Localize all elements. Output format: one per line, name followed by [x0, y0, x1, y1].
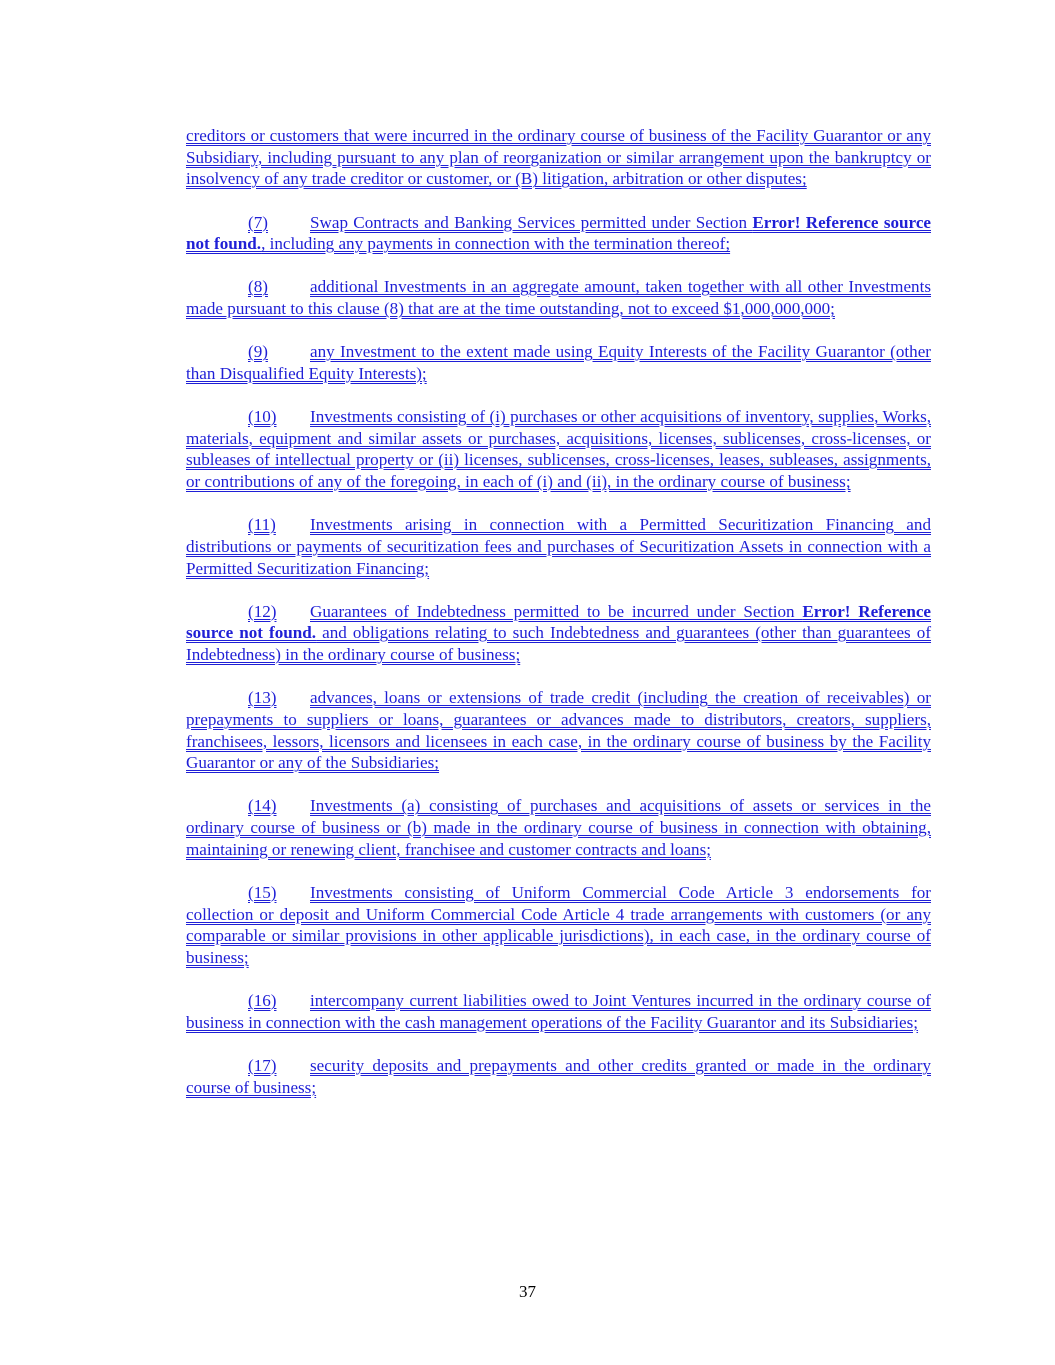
clause-text: Investments arising in connection with a Permitted Securitization Financing and distributions or payments of securitization fees and purchases of Securitization Assets in connection with a Permitted Securitization Financing; — [186, 515, 931, 578]
clause-number: (12) — [248, 601, 277, 621]
clause-16 — [186, 990, 931, 1033]
clause-text: Investments consisting of (i) purchases or other acquisitions of inventory, supplies, Works, materials, equipment and similar assets or purchases, acquisitions, licenses, sublicenses, cross-licenses, or subleases of intellectual property or (ii) licenses, sublicenses, cross-licenses, leases, subleases, assignments, or contributions of any of the foregoing, in each of (i) and (ii), in the ordinary course of business; — [186, 406, 931, 491]
clause-11 — [186, 514, 931, 579]
continuation-text: creditors or customers that were incurred in the ordinary course of business of the Facility Guarantor or any Subsidiary, including pursuant to any plan of reorganization or similar arrangement upon the bankruptcy or insolvency of any trade creditor or customer, or (B) litigation, arbitration or other disputes; — [186, 126, 931, 189]
clause-number: (14) — [248, 796, 277, 816]
clause-text: security deposits and prepayments and other credits granted or made in the ordinary course of business; — [186, 1055, 931, 1097]
clause-number: (7) — [248, 212, 268, 232]
clause-17 — [186, 1055, 931, 1098]
clause-number: (9) — [248, 342, 268, 362]
clause-text: Guarantees of Indebtedness permitted to be incurred under Section — [310, 601, 803, 621]
clause-number: (16) — [248, 991, 277, 1010]
clause-number: (15) — [248, 882, 277, 902]
clause-13 — [186, 687, 931, 774]
continuation-paragraph — [186, 125, 931, 190]
clause-number: (10) — [248, 406, 277, 426]
error-reference: Error! Reference source not found. — [186, 601, 931, 643]
clause-12 — [186, 601, 931, 666]
clause-text: intercompany current liabilities owed to Joint Ventures incurred in the ordinary course of business in connection with the cash management operations of the Facility Guarantor and its Subsidiaries; — [186, 991, 931, 1032]
clause-number: (8) — [248, 277, 268, 297]
clause-9 — [186, 341, 931, 384]
clause-text: additional Investments in an aggregate amount, taken together with all other Investments made pursuant to this clause (8) that are at the time outstanding, not to exceed $1,000,000,000; — [186, 277, 931, 318]
clause-number: (17) — [248, 1055, 277, 1075]
clause-text: Investments (a) consisting of purchases and acquisitions of assets or services in the ordinary course of business or (b) made in the ordinary course of business in connection with obtaining, maintaining or renewing client, franchisee and customer contracts and loans; — [186, 796, 931, 859]
clause-7 — [186, 212, 931, 255]
clause-15 — [186, 882, 931, 969]
page-number: 37 — [519, 1282, 536, 1301]
clause-14 — [186, 795, 931, 860]
clause-text: Investments consisting of Uniform Commercial Code Article 3 endorsements for collection or deposit and Uniform Commercial Code Article 4 trade arrangements with customers (or any comparable or similar provisions in other applicable jurisdictions), in each case, in the ordinary course of business; — [186, 882, 931, 967]
clause-text: advances, loans or extensions of trade credit (including the creation of receivables) or prepayments to suppliers or loans, guarantees or advances made to distributors, creators, suppliers, franchisees, lessors, licensors and licensees in each case, in the ordinary course of business by the Facility Guarantor or any of the Subsidiaries; — [186, 688, 931, 773]
clause-text: any Investment to the extent made using Equity Interests of the Facility Guarantor (other than Disqualified Equity Interests); — [186, 342, 931, 383]
document-body — [186, 125, 931, 1120]
clause-text-continued: and obligations relating to such Indebtedness and guarantees (other than guarantees of Indebtedness) in the ordinary course of business; — [186, 623, 932, 664]
clause-text: Swap Contracts and Banking Services permitted under Section — [310, 212, 753, 232]
clause-8 — [186, 276, 931, 319]
error-reference: Error! Reference source not found. — [186, 212, 931, 254]
clause-10 — [186, 406, 931, 493]
clause-text-continued: , including any payments in connection with the termination thereof; — [261, 234, 731, 254]
clause-number: (13) — [248, 688, 277, 708]
clause-number: (11) — [248, 515, 276, 535]
